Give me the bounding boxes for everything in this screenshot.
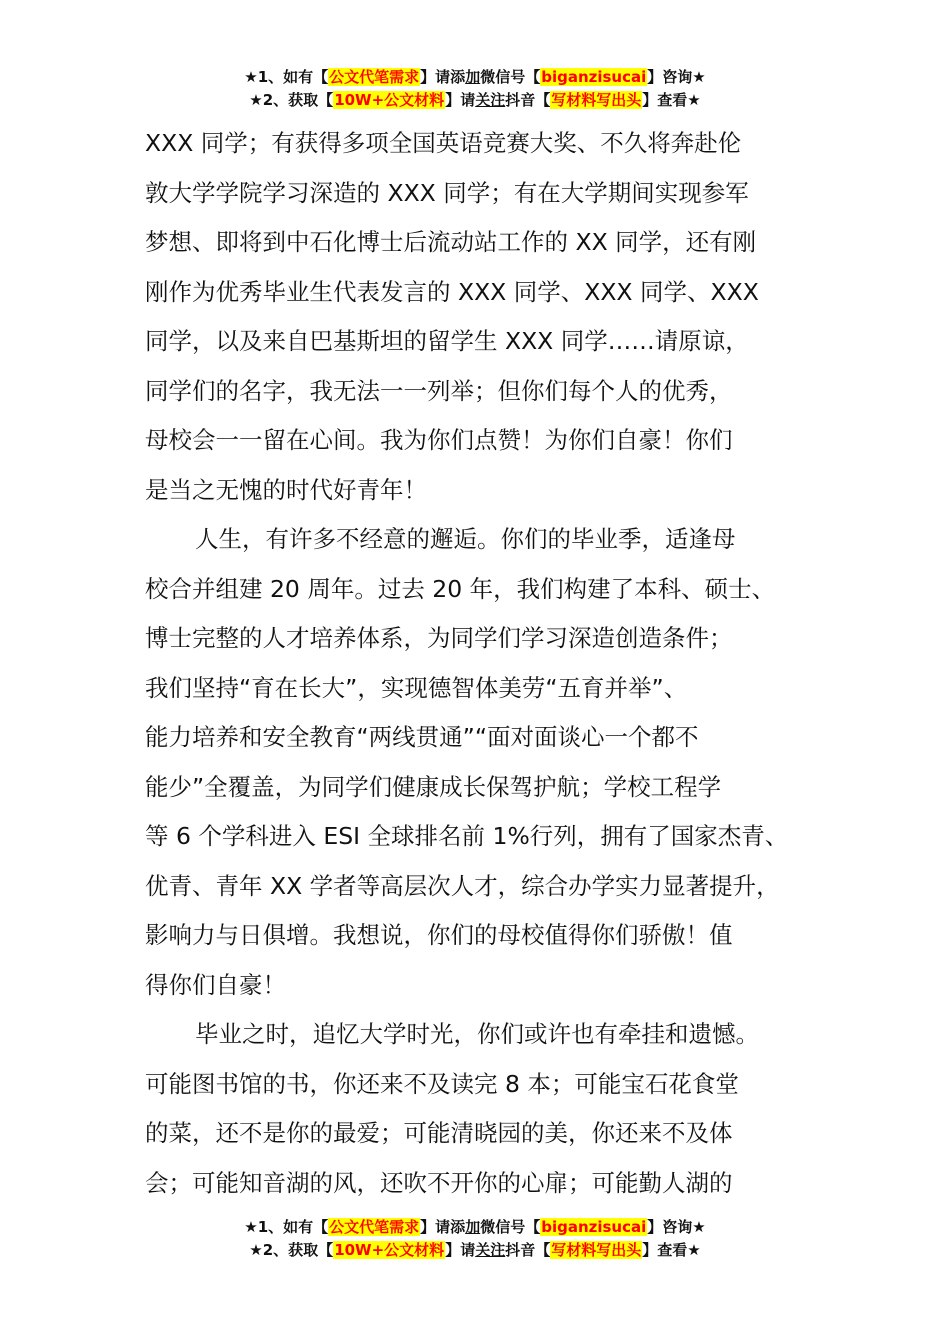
text-line: 可能图书馆的书，你还来不及读完 8 本；可能宝石花食堂	[145, 1069, 739, 1098]
banner-underlined: 关注	[475, 91, 506, 109]
text-line: 梦想、即将到中石化博士后流动站工作的 XX 同学，还有刚	[145, 228, 757, 256]
banner-text: ★1、如有【	[244, 1218, 329, 1236]
highlight-wechat-id: biganzisucai	[541, 1218, 647, 1236]
banner-text: 】查看★	[642, 91, 701, 109]
banner-line-1	[0, 1216, 950, 1239]
text-line: 是当之无愧的时代好青年！	[145, 475, 427, 504]
highlight-service: 公文代笔需求	[329, 1218, 420, 1236]
banner-underlined: 加	[465, 1218, 481, 1236]
highlight-service: 公文代笔需求	[329, 68, 420, 86]
text-line: 博士完整的人才培养体系，为同学们学习深造创造条件；	[145, 624, 733, 652]
banner-text: 】请	[445, 1241, 476, 1259]
text-line: 我们坚持“育在长大”，实现德智体美劳“五育并举”、	[145, 673, 688, 702]
text-line: 得你们自豪！	[145, 970, 286, 999]
text-line: 同学，以及来自巴基斯坦的留学生 XXX 同学……请原谅，	[145, 327, 749, 355]
banner-text: 】请添	[420, 68, 466, 86]
text-line: 等 6 个学科进入 ESI 全球排名前 1%行列，拥有了国家杰青、	[145, 822, 789, 850]
highlight-wechat-id: biganzisucai	[541, 68, 647, 86]
banner-text: 】请添	[420, 1218, 466, 1236]
text-line: 刚作为优秀毕业生代表发言的 XXX 同学、XXX 同学、XXX	[145, 277, 759, 306]
banner-text: 】咨询★	[647, 68, 706, 86]
text-line: 能力培养和安全教育“两线贯通”“面对面谈心一个都不	[145, 723, 699, 751]
text-line: 敦大学学院学习深造的 XXX 同学；有在大学期间实现参军	[145, 178, 749, 207]
banner-text: ★2、获取【	[249, 91, 334, 109]
banner-text: 】查看★	[642, 1241, 701, 1259]
banner-underlined: 关注	[475, 1241, 506, 1259]
banner-text: 】咨询★	[647, 1218, 706, 1236]
text-line: 校合并组建 20 周年。过去 20 年，我们构建了本科、硕士、	[145, 574, 776, 603]
banner-text: ★1、如有【	[244, 68, 329, 86]
banner-line-1	[0, 66, 950, 89]
paragraph-start-line: 人生，有许多不经意的邂逅。你们的毕业季，适逢母	[195, 525, 736, 553]
banner-line-2	[0, 89, 950, 112]
footer-banner	[0, 1216, 950, 1262]
text-line: 的菜，还不是你的最爱；可能清晓园的美，你还来不及体	[145, 1119, 733, 1147]
text-line: XXX 同学；有获得多项全国英语竞赛大奖、不久将奔赴伦	[145, 129, 742, 157]
highlight-materials: 10W+公文材料	[334, 91, 445, 109]
banner-text: 抖音【	[505, 91, 551, 109]
banner-text: ★2、获取【	[249, 1241, 334, 1259]
banner-text: 微信号【	[480, 68, 541, 86]
banner-line-2	[0, 1239, 950, 1262]
banner-text: 微信号【	[480, 1218, 541, 1236]
text-line: 优青、青年 XX 学者等高层次人才，综合办学实力显著提升，	[145, 871, 780, 900]
banner-underlined: 加	[465, 68, 481, 86]
highlight-douyin: 写材料写出头	[551, 91, 642, 109]
highlight-materials: 10W+公文材料	[334, 1241, 445, 1259]
text-line: 能少”全覆盖，为同学们健康成长保驾护航；学校工程学	[145, 772, 722, 801]
header-banner	[0, 66, 950, 112]
highlight-douyin: 写材料写出头	[551, 1241, 642, 1259]
paragraph-start-line: 毕业之时，追忆大学时光，你们或许也有牵挂和遗憾。	[195, 1020, 759, 1048]
banner-text: 】请	[445, 91, 476, 109]
text-line: 影响力与日俱增。我想说，你们的母校值得你们骄傲！值	[145, 921, 733, 949]
document-body	[145, 119, 835, 1208]
text-line: 同学们的名字，我无法一一列举；但你们每个人的优秀，	[145, 376, 733, 405]
banner-text: 抖音【	[505, 1241, 551, 1259]
text-line: 母校会一一留在心间。我为你们点赞！为你们自豪！你们	[145, 426, 733, 454]
text-line: 会；可能知音湖的风，还吹不开你的心扉；可能勤人湖的	[145, 1168, 733, 1197]
